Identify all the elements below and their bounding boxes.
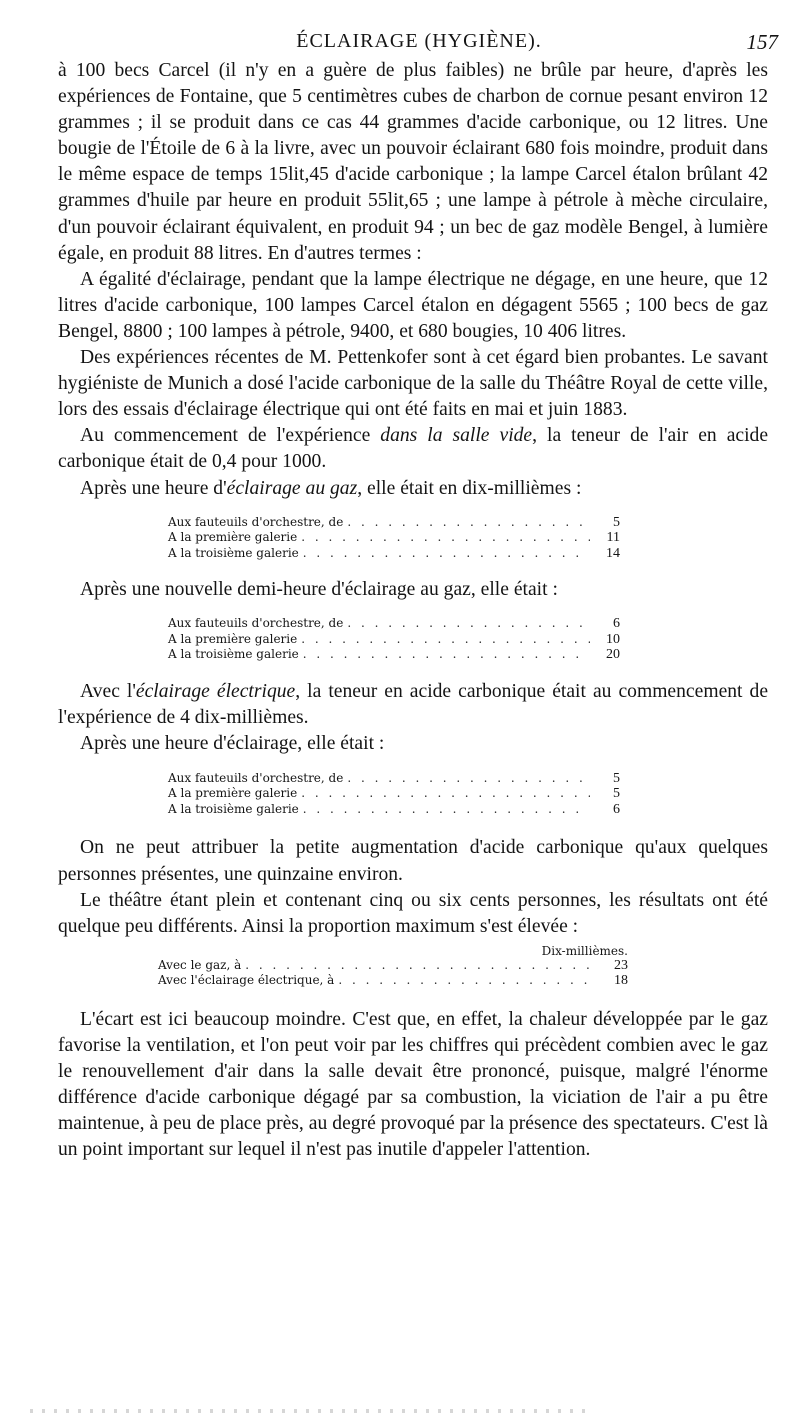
paragraph-6: Après une nouvelle demi-heure d'éclairage au gaz, elle était :: [80, 579, 558, 601]
paragraph-8: Après une heure d'éclairage, elle était :: [80, 732, 385, 754]
row-label: A la première galerie: [168, 530, 298, 545]
row-value: 10: [606, 631, 620, 647]
paragraph-4-emphasis: dans la salle vide: [380, 425, 533, 447]
table-gas-one-hour: [168, 515, 620, 562]
table-row: [158, 958, 628, 974]
table-full-theatre-maximum: [158, 944, 628, 989]
row-label: Avec l'éclairage électrique, à: [158, 973, 335, 988]
leader-dots: [241, 958, 598, 973]
row-value: 5: [613, 770, 620, 786]
table-row: [168, 515, 620, 531]
paragraph-7-text-a: Avec l': [80, 680, 136, 702]
row-value: 5: [613, 786, 620, 802]
table-row: [168, 546, 620, 562]
row-value: 14: [606, 545, 620, 561]
table-row: [168, 530, 620, 546]
row-label: A la troisième galerie: [168, 647, 299, 662]
table-row: [168, 647, 620, 663]
paragraph-11: L'écart est ici beaucoup moindre. C'est que, en effet, la chaleur développée par le gaz favorise la ventilation, et l'on peut voir par les chiffres qui précèdent combien avec le gaz le renouvellement d'air dans la salle devait être prononcé, puisque, malgré l'énorme différence d'acide carbonique dégagé par sa combustion, la viciation de l'air a pu être maintenue, à peu de place près, au degré provoqué par la présence des spectateurs. C'est là un point important sur lequel il n'est pas inutile d'appeler l'attention.: [58, 1008, 768, 1161]
paragraph-1: à 100 becs Carcel (il n'y en a guère de plus faibles) ne brûle par heure, d'après les expériences de Fontaine, que 5 centimètres cubes de charbon de cornue pesant environ 12 grammes ; il se produit dans ce cas 44 grammes d'acide carbonique, ou 12 litres. Une bougie de l'Étoile de 6 à la livre, avec un pouvoir éclairant 680 fois moindre, produit dans le même espace de temps 15lit,45 d'acide carbonique ; la lampe Carcel étalon brûlant 42 grammes d'huile par heure en produit 55lit,65 ; une lampe à pétrole à mèche circulaire, d'un pouvoir éclairant équivalent, en produit 94 ; un bec de gaz modèle Bengel, à lumière égale, en produit 88 litres. En d'autres termes :: [58, 60, 768, 264]
table-row: [158, 973, 628, 989]
paragraph-5-text-a: Après une heure d': [80, 477, 227, 499]
paragraph-5: [58, 476, 768, 502]
row-value: 5: [613, 514, 620, 530]
row-value: 6: [613, 616, 620, 632]
page-number: 157: [746, 30, 778, 54]
paragraph-4-text-a: Au commencement de l'expérience: [80, 425, 381, 447]
row-label: Aux fauteuils d'orchestre, de: [168, 770, 344, 785]
row-label: A la première galerie: [168, 631, 298, 646]
row-value: 18: [614, 973, 628, 989]
scan-artifact-strip: [30, 1409, 590, 1413]
row-label: A la troisième galerie: [168, 545, 299, 560]
table-row: [168, 771, 620, 787]
paragraph-4-text-b: , la teneur de l'air en acide carbonique était de 0,4 pour 1000.: [58, 425, 769, 473]
row-label: A la première galerie: [168, 786, 298, 801]
paragraph-5-emphasis: éclairage au gaz: [226, 477, 358, 499]
row-label: Aux fauteuils d'orchestre, de: [168, 514, 344, 529]
leader-dots: [299, 647, 590, 662]
paragraph-3: Des expériences récentes de M. Pettenkofer sont à cet égard bien probantes. Le savant hygiéniste de Munich a dosé l'acide carbonique de la salle du Théâtre Royal de cette ville, lors des essais d'éclairage électrique qui ont été faits en mai et juin 1883.: [58, 347, 768, 421]
leader-dots: [297, 632, 590, 647]
table-row: [168, 616, 620, 632]
row-value: 20: [606, 647, 620, 663]
paragraph-2: A égalité d'éclairage, pendant que la lampe électrique ne dégage, en une heure, que 12 litres d'acide carbonique, 100 lampes Carcel étalon en dégagent 5565 ; 100 becs de gaz Bengel, 8800 ; 100 lampes à pétrole, 9400, et 680 bougies, 10 406 litres.: [58, 268, 768, 342]
paragraph-4: [58, 423, 768, 475]
table-row: [168, 802, 620, 818]
page-header: [60, 30, 778, 58]
row-value: 23: [614, 957, 628, 973]
paragraph-10: Le théâtre étant plein et contenant cinq ou six cents personnes, les résultats ont été quelque peu différents. Ainsi la proportion maximum s'est élevée :: [58, 889, 768, 937]
paragraph-7-text-b: , la teneur en acide carbonique était au commencement de l'expérience de 4 dix-millièmes.: [58, 680, 769, 728]
table-gas-one-and-half-hour: [168, 616, 620, 663]
table-row: [168, 632, 620, 648]
leader-dots: [343, 515, 590, 530]
paragraph-5-text-b: , elle était en dix-millièmes :: [357, 477, 582, 499]
row-label: Aux fauteuils d'orchestre, de: [168, 616, 344, 631]
row-label: A la troisième galerie: [168, 801, 299, 816]
row-value: 11: [606, 530, 620, 546]
leader-dots: [297, 530, 590, 545]
page-body: [58, 58, 768, 1163]
leader-dots: [299, 802, 590, 817]
paragraph-7: [58, 679, 768, 731]
row-value: 6: [613, 801, 620, 817]
leader-dots: [343, 616, 590, 631]
leader-dots: [343, 771, 590, 786]
leader-dots: [334, 973, 598, 988]
leader-dots: [299, 546, 590, 561]
paragraph-7-emphasis: éclairage électrique: [135, 680, 296, 702]
leader-dots: [297, 786, 590, 801]
unit-header: Dix-millièmes.: [541, 943, 628, 958]
row-label: Avec le gaz, à: [158, 957, 242, 972]
paragraph-9: On ne peut attribuer la petite augmentation d'acide carbonique qu'aux quelques personnes présentes, une quinzaine environ.: [58, 837, 768, 885]
running-title: ÉCLAIRAGE (HYGIÈNE).: [296, 30, 542, 52]
table-row: [168, 786, 620, 802]
table-electric-one-hour: [168, 771, 620, 818]
